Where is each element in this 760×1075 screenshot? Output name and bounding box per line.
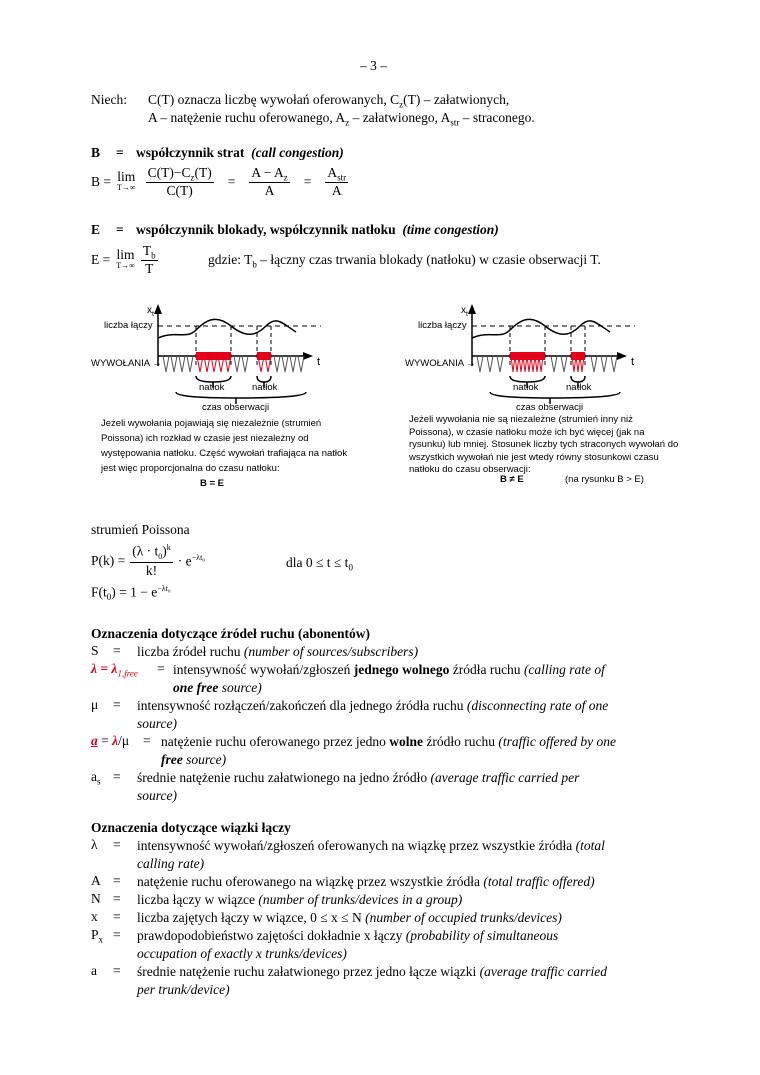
figure-2-t-label: t [631,356,635,368]
figure-1-calls-label: WYWOŁANIA → [91,358,162,369]
e-formula: E = lim T→∞ $\frac{T_b}{T}$ [91,242,156,277]
figure-1-t-label: t [317,356,321,368]
figure-1-trunks-label: liczba łączy [104,320,153,331]
poisson-condition: dla $0 \le t \le t_0$ [286,555,353,573]
figure-1-caption: Jeżeli wywołania pojawiają się niezależnie (strumień Poissona) ich rozkład w czasie jest niezależny od występowania natłoku. Część wywołań trafiająca na natłok jest więc proporcjonalna do czasu natłoku: [101,418,348,474]
figure-2-observation-label: czas obserwacji [516,402,584,413]
figure-2-calls-label: WYWOŁANIA → [405,358,476,369]
group-heading: Oznaczenia dotyczące wiązki łączy [91,820,291,835]
page-number: – 3 – [360,58,387,73]
poisson-heading: strumień Poissona [91,522,190,537]
figure-1-observation-label: czas obserwacji [202,402,270,413]
figure-1-congestion-2: natłok [252,382,278,393]
poisson-F-formula: $F(t_0) = 1 - e^{-\lambda t_0}$ [91,584,171,603]
e-symbol: E [91,222,101,237]
figure-2-congestion-2: natłok [566,382,592,393]
e-heading: współczynnik blokady, współczynnik natłoku (time congestion) [136,222,499,237]
figure-2-call-spikes [477,356,617,372]
figure-1-result: B = E [200,478,225,489]
sources-heading: Oznaczenia dotyczące źródeł ruchu (abonentów) [91,626,370,641]
b-formula: B = lim T→∞ $\frac{C(T)-C_z(T)}{C(T)}$ = $\frac{A - A_z}{A}$ = $\frac{A_{str}}{A}$ [91,164,347,199]
b-heading: współczynnik strat (call congestion) [136,145,344,160]
intro-line-2: A – natężenie ruchu oferowanego, $A_z$ – załatwionego, $A_{str}$ – straconego. [148,110,535,128]
poisson-pk-formula: P(k) = $\frac{(\lambda \cdot t_0)^k}{k!}$ · $e^{-\lambda t_0}$ [91,543,206,578]
e-where: gdzie: $T_b$ – łączny czas trwania blokady (natłoku) w czasie obserwacji T. [208,252,601,270]
figure-2-xt: $x_t$ [461,305,468,318]
intro-label: Niech: [91,92,127,107]
figure-2-congestion-1: natłok [513,382,539,393]
b-symbol: B [91,145,101,160]
intro-line-1: C(T) oznacza liczbę wywołań oferowanych, $C_z(T)$ – załatwionych, [148,92,510,110]
figure-1-congestion-1: natłok [199,382,225,393]
figure-1-xt: $x_t$ [147,305,154,318]
figure-independent [91,300,371,500]
b-eq: = [116,145,124,160]
e-eq: = [116,222,124,237]
figure-1-call-spikes [163,356,304,372]
figure-2-result: B ≠ E [500,474,524,485]
figure-dependent [405,300,685,500]
figure-2-trunks-label: liczba łączy [418,320,467,331]
figure-2-note: (na rysunku B > E) [565,474,644,485]
figure-2-caption: Jeżeli wywołania nie są niezależne (strumień inny niż Poissona), w czasie natłoku może ich być więcej (jak na rysunku) lub mniej. Stosunek liczby tych straconych wywołań do wszystkich wywołań nie jest wtedy równy stosunkowi czasu natłoku do czasu obserwacji: [409,414,679,475]
